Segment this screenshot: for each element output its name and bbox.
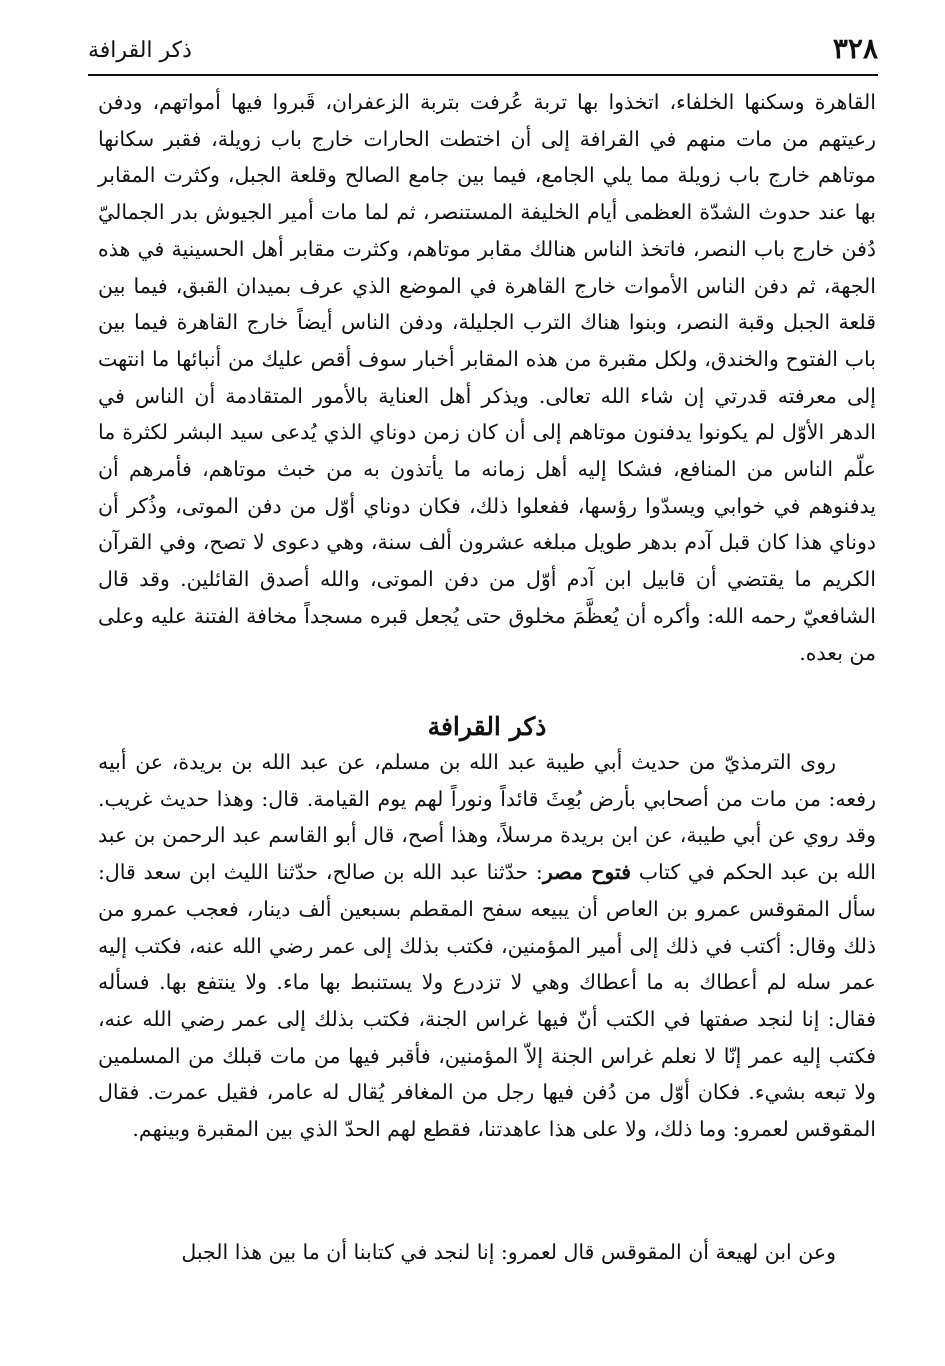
- paragraph-3-text: وعن ابن لهيعة أن المقوقس قال لعمرو: إنا لنجد في كتابنا أن ما بين هذا الجبل: [181, 1240, 836, 1264]
- book-title-futuh-misr: فتوح مصر: [542, 860, 632, 885]
- header-rule: [88, 74, 878, 76]
- running-title: ذكر القرافة: [88, 38, 192, 63]
- paragraph-2-part-1: روى الترمذيّ من حديث أبي طيبة عبد الله بن مسلم، عن عبد الله بن بريدة، عن أبيه رفعه: من مات من أصحابي بأرض بُعِثَ قائداً ونوراً لهم يوم القيامة. قال: وهذا حديث غريب. وقد روي عن أبي طيبة، عن ابن بريدة مرسلاً، وهذا أصح، قال أبو القاسم عبد الرحمن بن عبد الله بن عبد الحكم في كتاب: [98, 750, 877, 885]
- paragraph-3: [98, 1234, 876, 1271]
- paragraph-2: [98, 744, 876, 1148]
- paragraph-2-part-2: : حدّثنا عبد الله بن صالح، حدّثنا الليث ابن سعد قال: سأل المقوقس عمرو بن العاص أن يبيعه سفح المقطم بسبعين ألف دينار، فعجب عمرو من ذلك وقال: أكتب في ذلك إلى أمير المؤمنين، فكتب بذلك إلى عمر رضي الله عنه، فكتب إليه عمر سله لم أعطاك به ما أعطاك وهي لا تزدرع ولا يستنبط بها ماء. ولا ينتفع بها. فسأله فقال: إنا لنجد صفتها في الكتب أنّ فيها غراس الجنة، فكتب بذلك إلى عمر رضي الله عنه، فكتب إليه عمر إنّا لا نعلم غراس الجنة إلاّ المؤمنين، فأقبر فيها من مات قبلك من المسلمين ولا تبعه بشيء. فكان أوّل من دُفن فيها رجل من المغافر يُقال له عامر، فقيل عمرت. فقال المقوقس لعمرو: وما ذلك، ولا على هذا عاهدتنا، فقطع لهم الحدّ الذي بين المقبرة وبينهم.: [98, 860, 876, 1142]
- page-header: [88, 30, 878, 70]
- section-heading: ذكر القرافة: [427, 712, 547, 741]
- paragraph-1-text: القاهرة وسكنها الخلفاء، اتخذوا بها تربة عُرفت بتربة الزعفران، قَبروا فيها أمواتهم، ودفن رعيتهم من مات منهم في القرافة إلى أن اختطت الحارات خارج باب زويلة، فقبر سكانها موتاهم خارج باب زويلة مما يلي الجامع، فيما بين جامع الصالح وقلعة الجبل، وكثرت المقابر بها عند حدوث الشدّة العظمى أيام الخليفة المستنصر، ثم لما مات أمير الجيوش بدر الجماليّ دُفن خارج باب النصر، فاتخذ الناس هنالك مقابر موتاهم، وكثرت مقابر أهل الحسينية في هذه الجهة، ثم دفن الناس الأموات خارج القاهرة في الموضع الذي عرف بميدان القبق، فيما بين قلعة الجبل وقبة النصر، وبنوا هناك الترب الجليلة، ودفن الناس أيضاً خارج القاهرة فيما بين باب الفتوح والخندق، ولكل مقبرة من هذه المقابر أخبار سوف أقص عليك من أنبائها ما انتهت إلى معرفته قدرتي إن شاء الله تعالى. ويذكر أهل العناية بالأمور المتقادمة أن الناس في الدهر الأوّل لم يكونوا يدفنون موتاهم إلى أن كان زمن دوناي الذي يُدعى سيد البشر لكثرة ما علّم الناس من المنافع، فشكا إليه أهل زمانه ما يأتذون به من خبث موتاهم، فأمرهم أن يدفنوهم في خوابي ويسدّوا رؤسها، ففعلوا ذلك، فكان دوناي أوّل من دفن الموتى، وذُكر أن دوناي هذا كان قبل آدم بدهر طويل مبلغه عشرون ألف سنة، وهي دعوى لا تصح، وفي القرآن الكريم ما يقتضي أن قابيل ابن آدم أوّل من دفن الموتى، والله أصدق القائلين. وقد قال الشافعيّ رحمه الله: وأكره أن يُعظَّمَ مخلوق حتى يُجعل قبره مسجداً مخافة الفتنة عليه وعلى من بعده.: [98, 90, 876, 665]
- paragraph-2-text: [98, 744, 876, 1148]
- page-number: ٣٢٨: [832, 32, 878, 65]
- paragraph-1: [98, 84, 876, 671]
